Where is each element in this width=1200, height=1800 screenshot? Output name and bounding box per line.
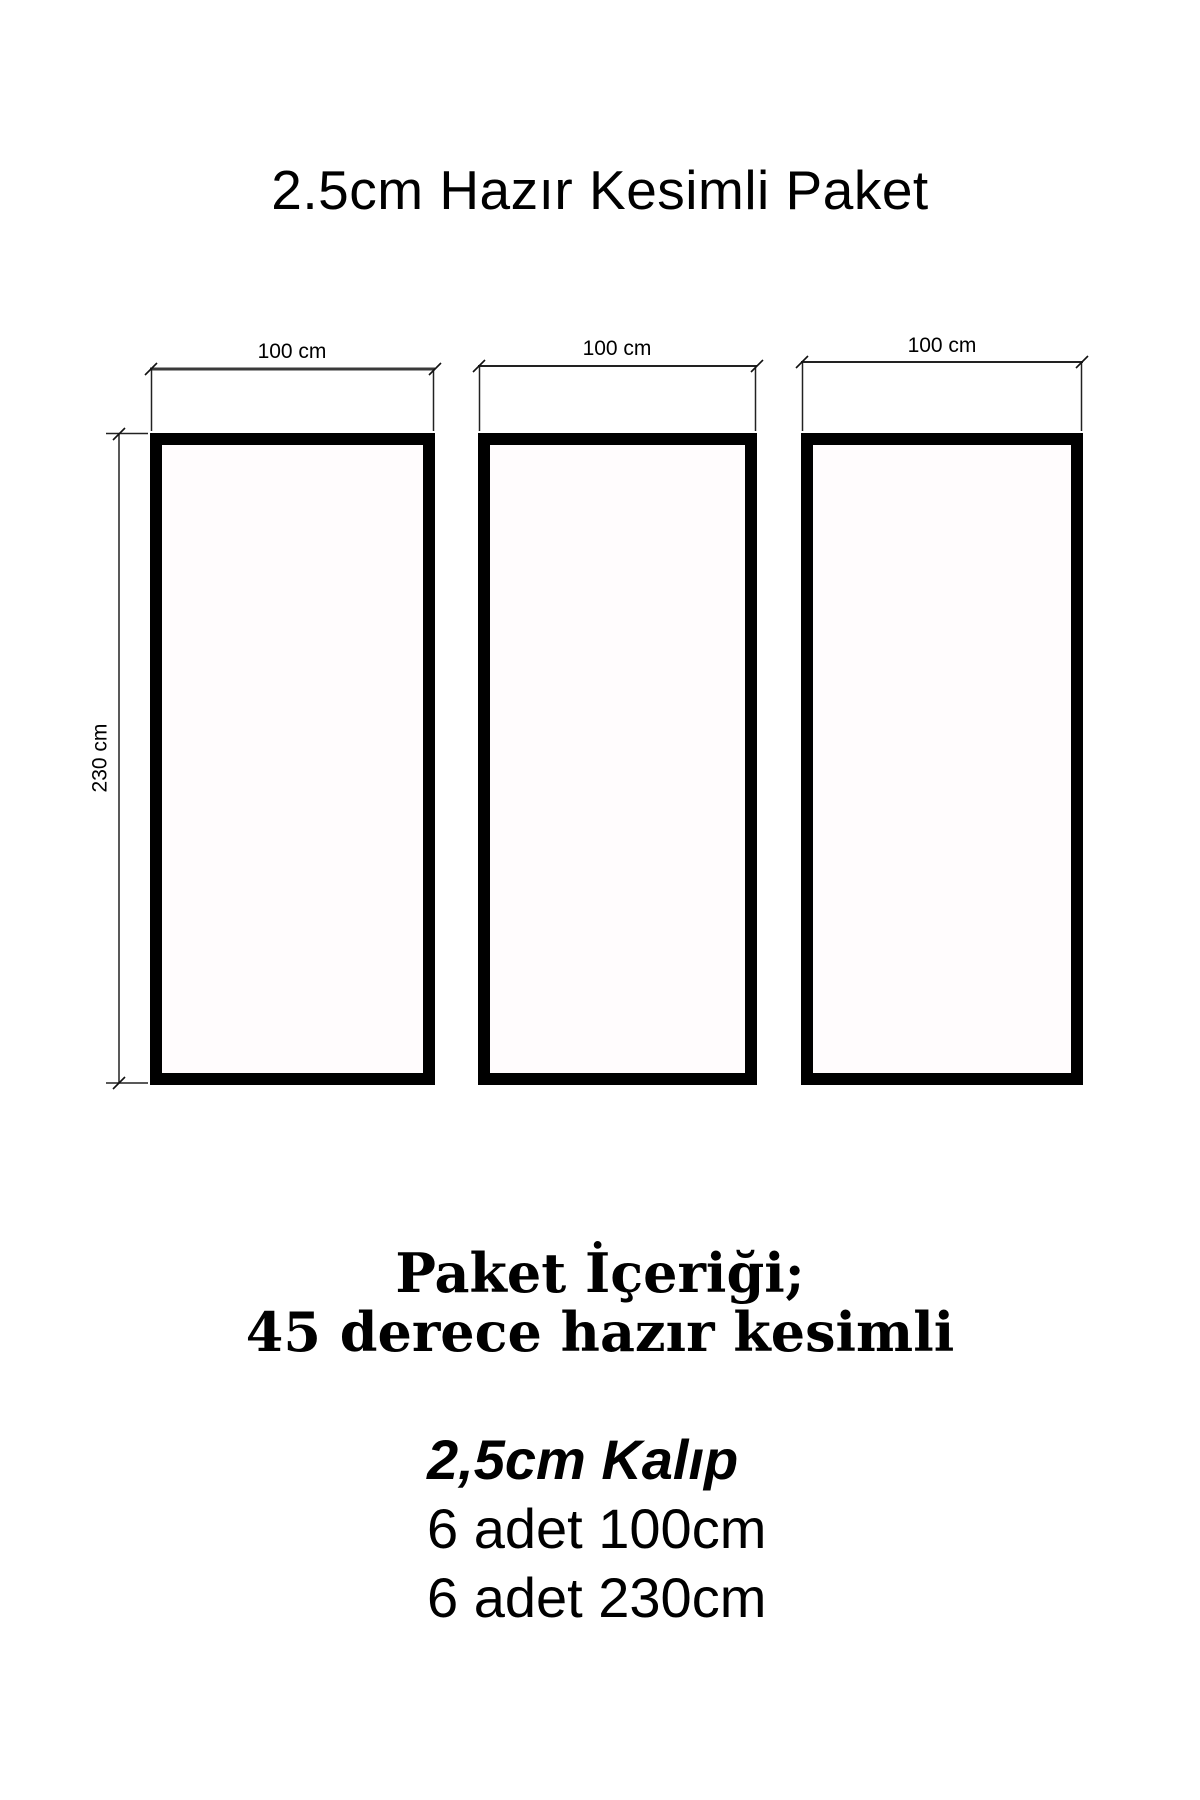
package-contents-heading [0,1241,1200,1364]
panel3-width-dimension [796,356,1088,431]
panel-1 [150,433,435,1085]
package-item-1: 6 adet 100cm [427,1497,767,1560]
mold-size-label: 2,5cm Kalıp [427,1428,739,1491]
panel3-width-label: 100 cm [907,334,977,357]
panel-height-label: 230 cm [88,723,112,793]
panel2-width-label: 100 cm [582,337,652,360]
panel-2 [478,433,757,1085]
package-contents-title: Paket İçeriği; [395,1241,805,1305]
page-title: 2.5cm Hazır Kesimli Paket [271,159,929,221]
package-cut-description: 45 derece hazır kesimli [245,1300,955,1364]
height-dimension [106,428,148,1089]
package-item-2: 6 adet 230cm [427,1566,767,1629]
panel1-width-label: 100 cm [257,340,327,363]
panel2-width-dimension [473,360,763,431]
panel1-width-dimension [145,363,441,431]
panel-3 [801,433,1083,1085]
